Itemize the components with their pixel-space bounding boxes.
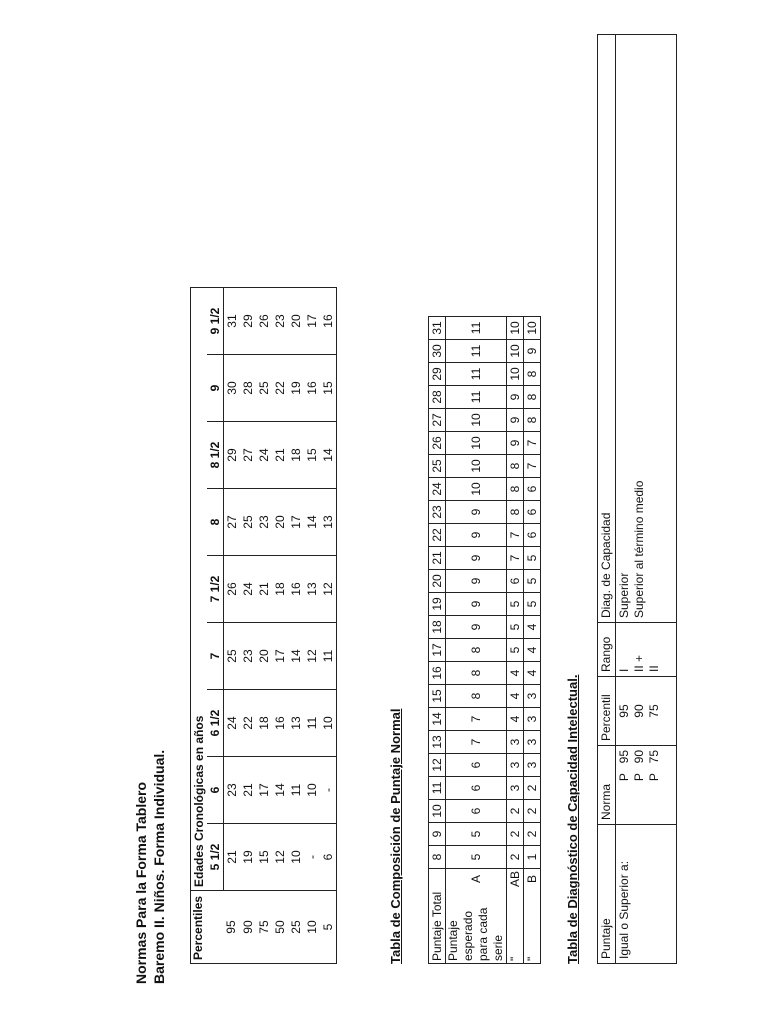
value-cell: 15 (320, 355, 337, 422)
total-cell: 20 (429, 569, 446, 592)
total-cell: 13 (429, 730, 446, 753)
value-cell: 6 (524, 477, 541, 500)
value-cell: 5 (446, 845, 507, 868)
table-row (224, 288, 241, 964)
table-row (446, 316, 507, 963)
value-cell: 10 (524, 316, 541, 339)
value-cell: 9 (507, 385, 524, 408)
value-cell: 8 (446, 638, 507, 661)
total-cell: 12 (429, 753, 446, 776)
value-cell: 19 (240, 824, 256, 891)
value-cell: 17 (304, 288, 320, 355)
value-cell: 21 (224, 824, 241, 891)
percentiles-table (190, 287, 337, 964)
value-cell: 23 (240, 623, 256, 690)
value-cell: 6 (446, 799, 507, 822)
value-cell: 10 (446, 408, 507, 431)
total-cell: 28 (429, 385, 446, 408)
norma-value: P 95 (617, 750, 631, 782)
value-cell: 11 (320, 623, 337, 690)
value-cell: 26 (224, 556, 241, 623)
diag-value: Superior (617, 572, 631, 618)
value-cell: 5 (524, 546, 541, 569)
value-cell: 3 (524, 730, 541, 753)
value-cell: 4 (524, 661, 541, 684)
value-cell: 10 (304, 757, 320, 824)
ditto-mark: " (524, 889, 541, 964)
value-cell: 15 (256, 824, 272, 891)
composition-table (428, 316, 541, 964)
percentil-value: 90 (632, 704, 646, 718)
value-cell: 24 (240, 556, 256, 623)
composition-title: Tabla de Composición de Puntaje Normal (388, 708, 403, 964)
value-cell: 12 (304, 623, 320, 690)
value-cell: 4 (524, 638, 541, 661)
total-cell: 17 (429, 638, 446, 661)
value-cell: 12 (320, 556, 337, 623)
value-cell: 14 (288, 623, 304, 690)
value-cell: - (304, 824, 320, 891)
total-cell: 27 (429, 408, 446, 431)
value-cell: 8 (446, 684, 507, 707)
value-cell: 16 (288, 556, 304, 623)
value-cell: - (320, 757, 337, 824)
value-cell: 21 (272, 422, 288, 489)
value-cell: 10 (507, 339, 524, 362)
value-cell: 9 (446, 546, 507, 569)
value-cell: 5 (507, 615, 524, 638)
label-expected: Puntaje esperado para cada serie (446, 889, 507, 964)
table-row (304, 288, 320, 964)
table-row (429, 316, 446, 963)
total-cell: 15 (429, 684, 446, 707)
total-cell: 21 (429, 546, 446, 569)
diagnostic-table (597, 34, 677, 964)
value-cell: 13 (320, 489, 337, 556)
value-cell: 10 (288, 824, 304, 891)
value-cell: 7 (446, 707, 507, 730)
value-cell: 24 (224, 690, 241, 757)
age-header: 9 1/2 (207, 288, 224, 355)
value-cell: 8 (507, 454, 524, 477)
percentile-cell: 10 (304, 891, 320, 964)
value-cell: 19 (288, 355, 304, 422)
value-cell: 6 (524, 500, 541, 523)
header-title: Normas Para la Forma Tablero (133, 781, 149, 984)
value-cell: 21 (256, 556, 272, 623)
value-cell: 29 (240, 288, 256, 355)
percentiles-table-block (190, 287, 337, 964)
value-cell: 5 (507, 592, 524, 615)
age-header: 7 (207, 623, 224, 690)
value-cell: 22 (272, 355, 288, 422)
value-cell: 31 (224, 288, 241, 355)
value-cell: 11 (446, 339, 507, 362)
puntaje-cell: Igual o Superior a: (616, 825, 677, 964)
value-cell: 17 (288, 489, 304, 556)
value-cell: 5 (524, 569, 541, 592)
value-cell: 17 (272, 623, 288, 690)
total-cell: 8 (429, 845, 446, 868)
value-cell: 9 (507, 431, 524, 454)
series-label: B (524, 868, 541, 889)
series-label: A (446, 868, 507, 889)
value-cell: 7 (524, 454, 541, 477)
percentile-header-spacer (207, 891, 224, 964)
value-cell: 6 (524, 523, 541, 546)
value-cell: 8 (524, 362, 541, 385)
value-cell: 18 (288, 422, 304, 489)
percentile-cell: 75 (256, 891, 272, 964)
value-cell: 3 (524, 707, 541, 730)
value-cell: 11 (446, 316, 507, 339)
diagnostic-title: Tabla de Diagnóstico de Capacidad Intelectual. (565, 674, 580, 964)
value-cell: 6 (320, 824, 337, 891)
value-cell: 25 (240, 489, 256, 556)
label-total: Puntaje Total (429, 868, 446, 963)
value-cell: 3 (524, 684, 541, 707)
percentil-cell (616, 677, 677, 746)
value-cell: 6 (446, 776, 507, 799)
value-cell: 29 (224, 422, 241, 489)
table-row (598, 35, 616, 964)
age-header: 7 1/2 (207, 556, 224, 623)
total-cell: 14 (429, 707, 446, 730)
table-row (256, 288, 272, 964)
value-cell: 2 (524, 799, 541, 822)
value-cell: 10 (446, 454, 507, 477)
value-cell: 26 (256, 288, 272, 355)
value-cell: 27 (240, 422, 256, 489)
value-cell: 8 (507, 477, 524, 500)
value-cell: 25 (224, 623, 241, 690)
value-cell: 16 (304, 355, 320, 422)
norma-value: P 90 (632, 750, 646, 782)
total-cell: 24 (429, 477, 446, 500)
ditto-mark: " (507, 889, 524, 964)
age-header: 8 (207, 489, 224, 556)
value-cell: 11 (446, 385, 507, 408)
percentil-value: 75 (647, 704, 661, 718)
rango-cell (616, 623, 677, 677)
percentile-cell: 5 (320, 891, 337, 964)
table-row (616, 35, 677, 964)
total-cell: 16 (429, 661, 446, 684)
composition-table-block (428, 316, 541, 964)
total-cell: 11 (429, 776, 446, 799)
value-cell: 2 (524, 776, 541, 799)
table-row (288, 288, 304, 964)
value-cell: 11 (304, 690, 320, 757)
total-cell: 19 (429, 592, 446, 615)
total-cell: 25 (429, 454, 446, 477)
value-cell: 10 (446, 431, 507, 454)
table-row (272, 288, 288, 964)
table-row (320, 288, 337, 964)
value-cell: 3 (507, 730, 524, 753)
value-cell: 3 (507, 753, 524, 776)
value-cell: 11 (446, 362, 507, 385)
table-row (240, 288, 256, 964)
value-cell: 8 (446, 661, 507, 684)
value-cell: 10 (507, 362, 524, 385)
col-header-ages: Edades Cronológicas en años (191, 288, 208, 891)
age-header: 8 1/2 (207, 422, 224, 489)
age-header: 5 1/2 (207, 824, 224, 891)
value-cell: 9 (446, 500, 507, 523)
value-cell: 9 (524, 339, 541, 362)
value-cell: 9 (446, 615, 507, 638)
value-cell: 5 (524, 592, 541, 615)
value-cell: 9 (446, 523, 507, 546)
value-cell: 2 (507, 822, 524, 845)
document-header (132, 750, 168, 984)
header-norma: Norma (598, 746, 616, 825)
value-cell: 1 (524, 845, 541, 868)
value-cell: 16 (320, 288, 337, 355)
value-cell: 7 (524, 431, 541, 454)
value-cell: 10 (446, 477, 507, 500)
value-cell: 30 (224, 355, 241, 422)
value-cell: 20 (288, 288, 304, 355)
total-cell: 9 (429, 822, 446, 845)
total-cell: 29 (429, 362, 446, 385)
value-cell: 13 (288, 690, 304, 757)
value-cell: 13 (304, 556, 320, 623)
value-cell: 14 (304, 489, 320, 556)
value-cell: 20 (256, 623, 272, 690)
value-cell: 8 (507, 500, 524, 523)
value-cell: 11 (288, 757, 304, 824)
value-cell: 2 (507, 845, 524, 868)
value-cell: 7 (507, 523, 524, 546)
value-cell: 25 (256, 355, 272, 422)
value-cell: 16 (272, 690, 288, 757)
diag-cell (616, 35, 677, 623)
value-cell: 5 (507, 638, 524, 661)
value-cell: 15 (304, 422, 320, 489)
percentil-value: 95 (617, 704, 631, 718)
percentile-cell: 95 (224, 891, 241, 964)
value-cell: 4 (507, 661, 524, 684)
value-cell: 7 (446, 730, 507, 753)
value-cell: 22 (240, 690, 256, 757)
value-cell: 6 (446, 753, 507, 776)
value-cell: 8 (524, 385, 541, 408)
value-cell: 9 (507, 408, 524, 431)
value-cell: 10 (507, 316, 524, 339)
rango-value: I (617, 668, 631, 672)
rango-value: II + (632, 654, 646, 672)
value-cell: 18 (256, 690, 272, 757)
age-header: 9 (207, 355, 224, 422)
value-cell: 4 (524, 615, 541, 638)
total-cell: 30 (429, 339, 446, 362)
table-row (524, 316, 541, 963)
value-cell: 23 (256, 489, 272, 556)
header-diag: Diag. de Capacidad (598, 35, 616, 623)
total-cell: 18 (429, 615, 446, 638)
value-cell: 18 (272, 556, 288, 623)
value-cell: 9 (446, 592, 507, 615)
value-cell: 3 (507, 776, 524, 799)
value-cell: 4 (507, 684, 524, 707)
value-cell: 8 (524, 408, 541, 431)
total-cell: 10 (429, 799, 446, 822)
diagnostic-table-block (597, 34, 677, 964)
value-cell: 12 (272, 824, 288, 891)
value-cell: 17 (256, 757, 272, 824)
total-cell: 26 (429, 431, 446, 454)
total-cell: 23 (429, 500, 446, 523)
value-cell: 23 (224, 757, 241, 824)
table-row (507, 316, 524, 963)
header-subtitle: Baremo II. Niños. Forma Individual. (151, 749, 167, 984)
percentile-cell: 90 (240, 891, 256, 964)
norma-value: P 75 (647, 750, 661, 782)
norma-cell (616, 746, 677, 825)
header-percentil: Percentil (598, 677, 616, 746)
value-cell: 24 (256, 422, 272, 489)
value-cell: 5 (446, 822, 507, 845)
age-header: 6 1/2 (207, 690, 224, 757)
value-cell: 6 (507, 569, 524, 592)
value-cell: 21 (240, 757, 256, 824)
value-cell: 3 (524, 753, 541, 776)
value-cell: 9 (446, 569, 507, 592)
diag-value: Superior al término medio (632, 480, 646, 618)
col-header-percentiles: Percentiles (191, 891, 208, 964)
value-cell: 4 (507, 707, 524, 730)
header-rango: Rango (598, 623, 616, 677)
total-cell: 31 (429, 316, 446, 339)
value-cell: 23 (272, 288, 288, 355)
total-cell: 22 (429, 523, 446, 546)
value-cell: 27 (224, 489, 241, 556)
age-header: 6 (207, 757, 224, 824)
percentile-cell: 25 (288, 891, 304, 964)
rango-value: II (647, 665, 661, 672)
value-cell: 10 (320, 690, 337, 757)
value-cell: 2 (524, 822, 541, 845)
value-cell: 14 (320, 422, 337, 489)
value-cell: 20 (272, 489, 288, 556)
value-cell: 14 (272, 757, 288, 824)
value-cell: 7 (507, 546, 524, 569)
value-cell: 28 (240, 355, 256, 422)
series-label: AB (507, 868, 524, 889)
value-cell: 2 (507, 799, 524, 822)
header-puntaje: Puntaje (598, 825, 616, 964)
percentile-cell: 50 (272, 891, 288, 964)
